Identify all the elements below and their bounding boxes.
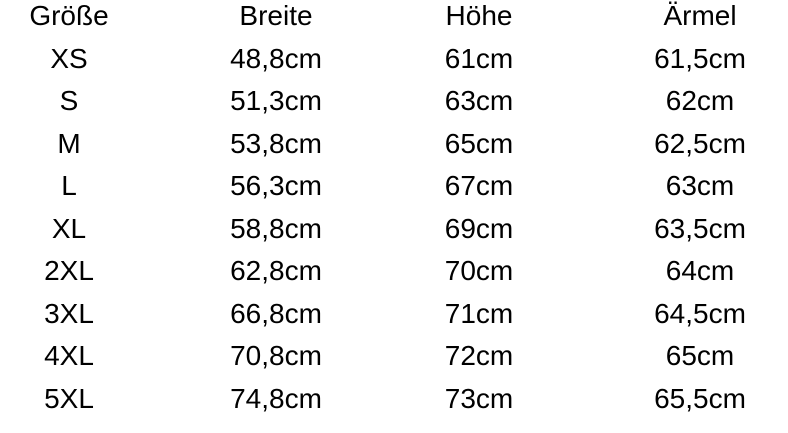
sleeve-value: 63,5cm — [654, 212, 746, 244]
size-label: XS — [50, 42, 88, 74]
width-value: 58,8cm — [230, 212, 322, 244]
width-value: 53,8cm — [230, 127, 322, 159]
width-value: 51,3cm — [230, 85, 322, 116]
height-value: 70cm — [444, 255, 514, 286]
table-row-s — [0, 86, 788, 129]
size-label: 2XL — [44, 255, 94, 286]
column-header-aermel: Ärmel — [663, 0, 737, 31]
table-header-row — [0, 1, 788, 44]
table-row-xl — [0, 214, 788, 257]
sleeve-value: 65cm — [665, 340, 735, 371]
column-header-groesse: Größe — [29, 0, 109, 31]
size-label: L — [61, 170, 77, 201]
width-value: 48,8cm — [230, 42, 322, 74]
size-label: 5XL — [44, 382, 94, 414]
table-row-m — [0, 129, 788, 172]
sleeve-value: 62cm — [665, 85, 735, 116]
column-header-hoehe: Höhe — [445, 0, 513, 31]
size-label: XL — [51, 212, 87, 244]
table-row-2xl — [0, 256, 788, 299]
sleeve-value: 63cm — [665, 170, 735, 201]
height-value: 71cm — [444, 297, 514, 329]
column-header-breite: Breite — [239, 0, 313, 31]
size-label: 4XL — [44, 340, 94, 371]
width-value: 66,8cm — [230, 297, 322, 329]
height-value: 61cm — [444, 42, 514, 74]
height-value: 69cm — [444, 212, 514, 244]
table-row-5xl — [0, 384, 788, 427]
height-value: 73cm — [444, 382, 514, 414]
table-row-l — [0, 171, 788, 214]
height-value: 67cm — [444, 170, 514, 201]
height-value: 72cm — [444, 340, 514, 371]
width-value: 56,3cm — [230, 170, 322, 201]
table-row-3xl — [0, 299, 788, 342]
width-value: 74,8cm — [230, 382, 322, 414]
height-value: 65cm — [444, 127, 514, 159]
height-value: 63cm — [444, 85, 514, 116]
width-value: 62,8cm — [230, 255, 322, 286]
sleeve-value: 64,5cm — [654, 297, 746, 329]
size-label: M — [57, 127, 81, 159]
table-row-4xl — [0, 341, 788, 384]
size-label: 3XL — [44, 297, 94, 329]
width-value: 70,8cm — [230, 340, 322, 371]
sleeve-value: 62,5cm — [654, 127, 746, 159]
sleeve-value: 64cm — [665, 255, 735, 286]
table-row-xs — [0, 44, 788, 87]
size-label: S — [59, 85, 79, 116]
sleeve-value: 65,5cm — [654, 382, 746, 414]
sleeve-value: 61,5cm — [654, 42, 746, 74]
